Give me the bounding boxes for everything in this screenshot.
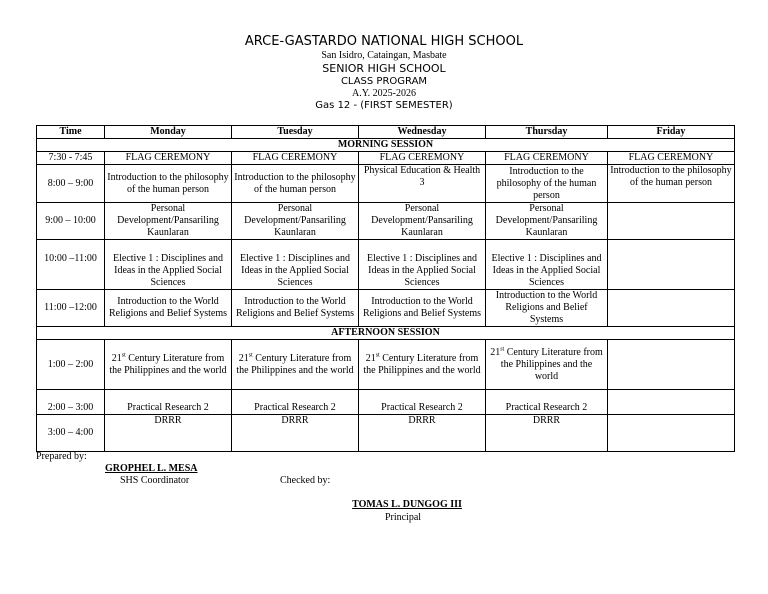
ordinal-suffix: st (500, 346, 505, 353)
schedule-cell: FLAG CEREMONY (105, 152, 232, 165)
doc-title: CLASS PROGRAM (340, 76, 428, 87)
table-row (37, 203, 735, 240)
schedule-cell: Introduction to the World Religions and Belief Systems (486, 290, 608, 327)
schedule-cell (608, 415, 735, 452)
course-name: Century Literature from the Philippines and the world (500, 346, 603, 382)
ordinal-num: 21 (238, 352, 249, 364)
schedule-cell: Introduction to the philosophy of the human person (105, 165, 232, 203)
schedule-cell (232, 340, 359, 390)
schedule-cell: Introduction to the World Religions and Belief Systems (232, 290, 359, 327)
col-header-friday: Friday (608, 126, 735, 139)
course-name: Century Literature from the Philippines and the world (363, 352, 481, 376)
schedule-cell: Personal Development/Pansariling Kaunlaran (486, 203, 608, 240)
school-level: SENIOR HIGH SCHOOL (322, 62, 446, 75)
schedule-cell: Physical Education & Health 3 (359, 165, 486, 203)
schedule-cell: DRRR (486, 415, 608, 452)
morning-session-label: MORNING SESSION (37, 139, 735, 152)
school-name: ARCE-GASTARDO NATIONAL HIGH SCHOOL (244, 34, 524, 49)
table-row (37, 415, 735, 452)
time-cell: 3:00 – 4:00 (37, 415, 105, 452)
schedule-cell (105, 340, 232, 390)
schedule-cell (608, 340, 735, 390)
schedule-cell: Practical Research 2 (105, 390, 232, 415)
course-name: Century Literature from the Philippines and the world (236, 352, 354, 376)
preparer-name: GROPHEL L. MESA (105, 463, 198, 474)
schedule-cell: Elective 1 : Disciplines and Ideas in the Applied Social Sciences (486, 240, 608, 290)
afternoon-session-label: AFTERNOON SESSION (37, 327, 735, 340)
schedule-cell: Introduction to the philosophy of the human person (486, 165, 608, 203)
table-header-row (37, 126, 735, 139)
col-header-time: Time (37, 126, 105, 139)
schedule-cell: Elective 1 : Disciplines and Ideas in the Applied Social Sciences (359, 240, 486, 290)
schedule-cell: Elective 1 : Disciplines and Ideas in the Applied Social Sciences (105, 240, 232, 290)
checker-role: Principal (384, 512, 422, 523)
time-cell: 10:00 –11:00 (37, 240, 105, 290)
schedule-cell: FLAG CEREMONY (486, 152, 608, 165)
checker-name: TOMAS L. DUNGOG III (352, 499, 462, 510)
schedule-cell (608, 290, 735, 327)
time-cell: 1:00 – 2:00 (37, 340, 105, 390)
preparer-role: SHS Coordinator (120, 475, 190, 486)
ordinal-num: 21 (490, 346, 501, 358)
schedule-cell: Personal Development/Pansariling Kaunlaran (359, 203, 486, 240)
schedule-cell: FLAG CEREMONY (232, 152, 359, 165)
schedule-cell (608, 240, 735, 290)
table-row (37, 390, 735, 415)
schedule-cell: Introduction to the philosophy of the human person (608, 165, 735, 203)
schedule-cell (486, 340, 608, 390)
time-cell: 7:30 - 7:45 (37, 152, 105, 165)
time-cell: 2:00 – 3:00 (37, 390, 105, 415)
col-header-wednesday: Wednesday (359, 126, 486, 139)
schedule-cell (359, 340, 486, 390)
table-row (37, 290, 735, 327)
col-header-monday: Monday (105, 126, 232, 139)
schedule-cell: DRRR (232, 415, 359, 452)
school-address: San Isidro, Cataingan, Masbate (321, 50, 447, 61)
schedule-cell: Elective 1 : Disciplines and Ideas in the Applied Social Sciences (232, 240, 359, 290)
schedule-cell: DRRR (105, 415, 232, 452)
ordinal-suffix: st (375, 352, 380, 359)
schedule-cell: Personal Development/Pansariling Kaunlaran (232, 203, 359, 240)
time-cell: 11:00 –12:00 (37, 290, 105, 327)
ordinal-num: 21 (365, 352, 376, 364)
col-header-tuesday: Tuesday (232, 126, 359, 139)
schedule-cell: Practical Research 2 (359, 390, 486, 415)
schedule-cell: DRRR (359, 415, 486, 452)
checked-by-label: Checked by: (280, 475, 331, 486)
ordinal-suffix: st (121, 352, 126, 359)
col-header-thursday: Thursday (486, 126, 608, 139)
time-cell: 8:00 – 9:00 (37, 165, 105, 203)
schedule-cell: Introduction to the World Religions and Belief Systems (359, 290, 486, 327)
ordinal-suffix: st (248, 352, 253, 359)
section-label: Gas 12 - (FIRST SEMESTER) (315, 100, 453, 111)
academic-year: A.Y. 2025-2026 (352, 88, 416, 99)
schedule-cell: Introduction to the philosophy of the human person (232, 165, 359, 203)
schedule-cell: FLAG CEREMONY (359, 152, 486, 165)
table-row (37, 340, 735, 390)
class-schedule-table (36, 125, 735, 452)
schedule-cell: Practical Research 2 (486, 390, 608, 415)
ordinal-num: 21 (111, 352, 122, 364)
prepared-by-label: Prepared by: (36, 451, 87, 462)
schedule-cell: FLAG CEREMONY (608, 152, 735, 165)
table-row (37, 165, 735, 203)
schedule-cell (608, 390, 735, 415)
schedule-cell: Practical Research 2 (232, 390, 359, 415)
schedule-cell: Introduction to the World Religions and Belief Systems (105, 290, 232, 327)
table-row (37, 240, 735, 290)
schedule-cell: Personal Development/Pansariling Kaunlaran (105, 203, 232, 240)
table-row (37, 152, 735, 165)
time-cell: 9:00 – 10:00 (37, 203, 105, 240)
schedule-cell (608, 203, 735, 240)
course-name: Century Literature from the Philippines and the world (109, 352, 227, 376)
